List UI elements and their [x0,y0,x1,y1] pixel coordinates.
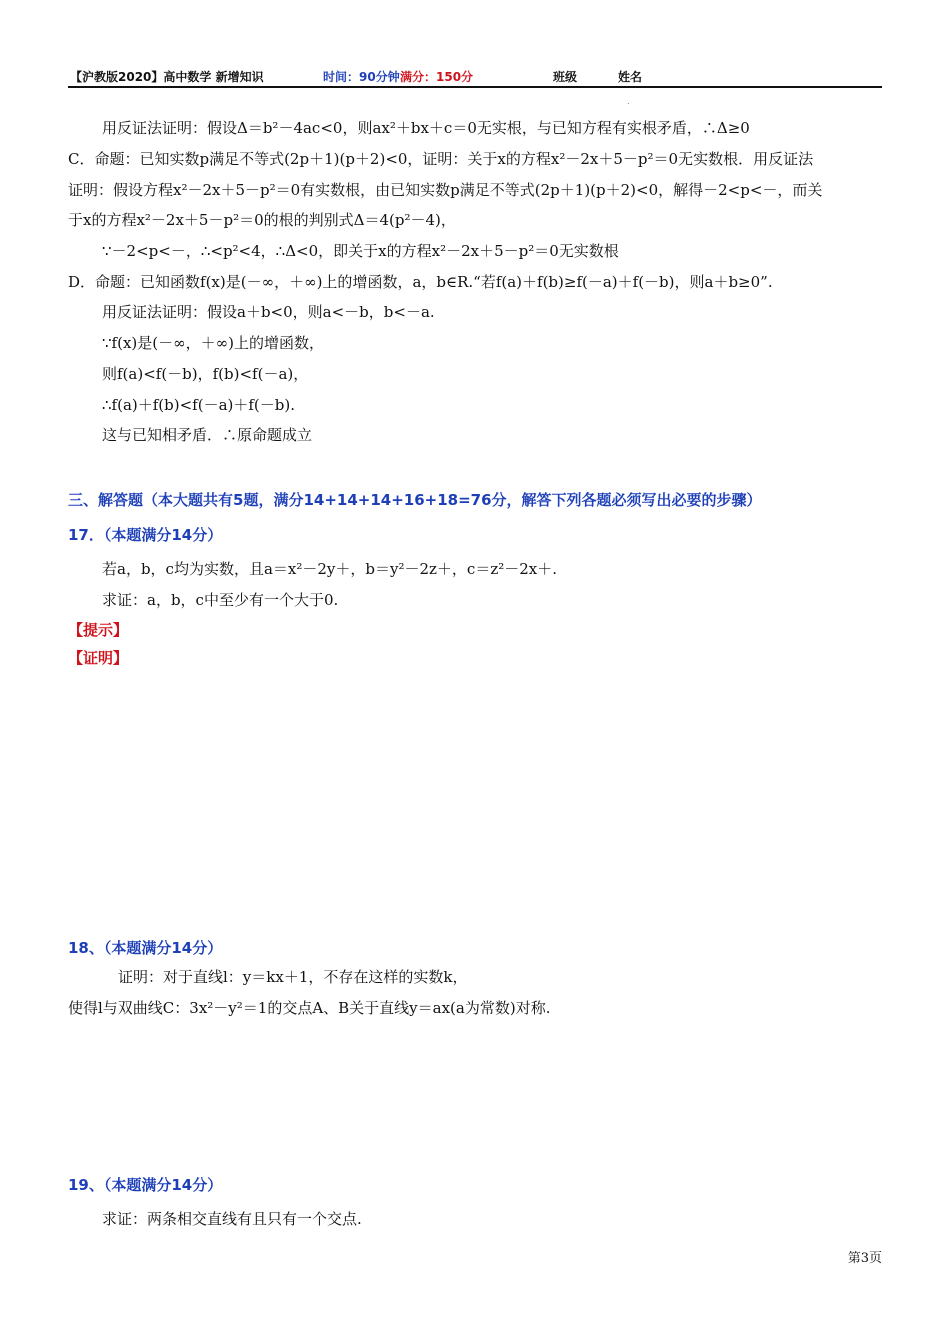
text-line: 于x的方程x²－2x＋5－p²＝0的根的判别式Δ＝4(p²－4)， [68,211,456,229]
question-18-line: 使得l与双曲线C：3x²－y²＝1的交点A、B关于直线y＝ax(a为常数)对称. [68,999,551,1017]
question-17-line: 求证：a，b，c中至少有一个大于0. [102,591,339,609]
question-19-title: 19、（本题满分14分） [68,1176,223,1194]
text-line: 则f(a)<f(－b)，f(b)<f(－a)， [102,365,309,383]
header-time: 时间：90分钟 [323,70,400,84]
text-line: D．命题：已知函数f(x)是(－∞，＋∞)上的增函数，a，b∈R.“若f(a)＋f(b)≥f(－a)＋f(－b)，则a＋b≥0”. [68,273,773,291]
page-number: 第3页 [847,1251,882,1266]
header-title: 【沪教版2020】高中数学 新增知识 [70,70,264,84]
page-header [68,66,882,88]
question-18-line: 证明：对于直线l：y＝kx＋1，不存在这样的实数k， [118,968,468,986]
proof-label: 【证明】 [68,649,129,667]
question-17-title: 17．（本题满分14分） [68,526,223,544]
text-line: ∴f(a)＋f(b)<f(－a)＋f(－b). [102,396,295,414]
text-line: C．命题：已知实数p满足不等式(2p＋1)(p＋2)<0，证明：关于x的方程x²－2x＋5－p²＝0无实数根．用反证法 [68,150,814,168]
question-18-title: 18、（本题满分14分） [68,939,223,957]
text-line: 用反证法证明：假设a＋b<0，则a<－b，b<－a. [102,303,435,321]
header-class-label: 班级 [553,70,578,84]
text-line: ∵－2<p<－，∴<p²<4，∴Δ<0，即关于x的方程x²－2x＋5－p²＝0无实数根 [102,242,619,260]
header-name-label: 姓名 [618,70,643,84]
header-dot: . [627,97,630,106]
hint-label: 【提示】 [68,621,129,639]
text-line: ∵f(x)是(－∞，＋∞)上的增函数， [102,334,324,352]
header-score: 满分：150分 [400,70,474,84]
question-17-line: 若a，b，c均为实数，且a＝x²－2y＋，b＝y²－2z＋，c＝z²－2x＋. [102,560,558,578]
question-19-line: 求证：两条相交直线有且只有一个交点. [102,1210,362,1228]
text-line: 证明：假设方程x²－2x＋5－p²＝0有实数根，由已知实数p满足不等式(2p＋1)(p＋2)<0，解得－2<p<－，而关 [68,181,823,199]
section-heading: 三、解答题（本大题共有5题，满分14+14+14+16+18=76分，解答下列各题必须写出必要的步骤） [68,491,762,509]
text-line: 用反证法证明：假设Δ＝b²－4ac<0，则ax²＋bx＋c＝0无实根，与已知方程有实根矛盾，∴Δ≥0 [102,119,750,137]
text-line: 这与已知相矛盾．∴原命题成立 [102,426,313,444]
